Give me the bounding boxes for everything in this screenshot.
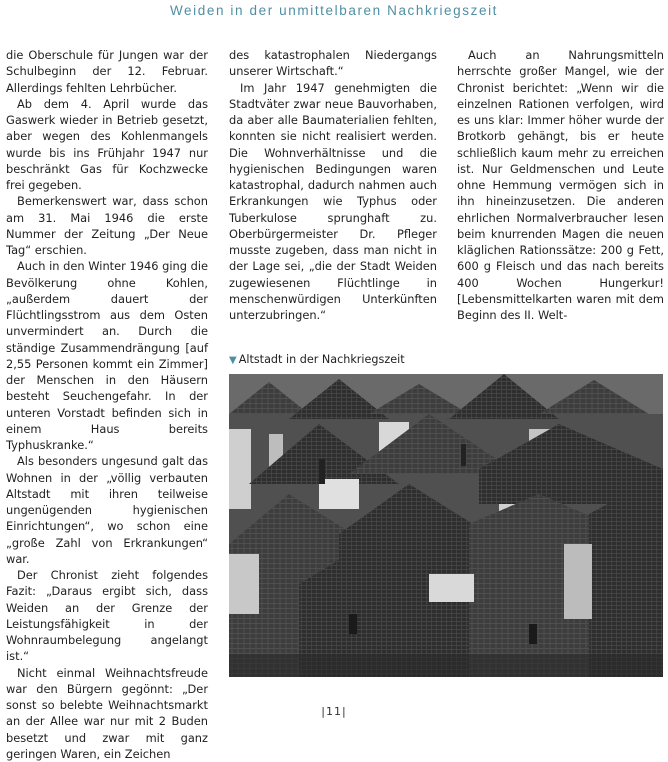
paragraph: Bemerkenswert war, dass schon am 31. Mai 1946 die erste Nummer der Zeitung „Der Neue Tag“ erschien. xyxy=(6,193,208,258)
paragraph: des katastrophalen Niedergangs unserer Wirtschaft.“ xyxy=(229,47,437,80)
paragraph: Als besonders ungesund galt das Wohnen in der „völlig verbauten Altstadt mit ihren teilweise ungenügenden hygienischen Einrichtungen“, wo schon eine „große Zahl von Erkrankungen“ war. xyxy=(6,453,208,567)
text-column-1 xyxy=(6,47,208,762)
paragraph: Auch in den Winter 1946 ging die Bevölkerung ohne Kohlen, „außerdem dauert der Flüchtlingsstrom aus dem Osten unvermindert an. Durch die ständige Zusammendrängung [auf 2,55 Personen kommt ein Zimmer] der Menschen in den Häusern besteht Seuchengefahr. In der unteren Vorstadt befinden sich in einem Haus bereits Typhuskranke.“ xyxy=(6,258,208,453)
paragraph: die Oberschule für Jungen war der Schulbeginn der 12. Februar. Allerdings fehlten Lehrbücher. xyxy=(6,47,208,96)
altstadt-photo xyxy=(229,374,663,677)
paragraph: Ab dem 4. April wurde das Gaswerk wieder in Betrieb gesetzt, aber wegen des Kohlenmangels wurde bis ins Frühjahr 1947 nur beschränkt Gas für Kochzwecke frei gegeben. xyxy=(6,96,208,194)
rooftops-illustration xyxy=(229,374,663,677)
caption-triangle-icon: ▼ xyxy=(229,355,237,366)
paragraph: Der Chronist zieht folgendes Fazit: „Daraus ergibt sich, dass Weiden an der Grenze der Leistungsfähigkeit in der Wohnraumbelegung angelangt ist.“ xyxy=(6,567,208,665)
page-number: |11| xyxy=(0,705,668,718)
figure-caption xyxy=(229,353,405,366)
paragraph: Im Jahr 1947 genehmigten die Stadtväter zwar neue Bauvorhaben, da aber alle Baumaterialien fehlten, konnten sie nicht realisiert werden. Die Wohnverhältnisse und die hygienischen Bedingungen waren katastrophal, dadurch nahmen auch Erkrankungen wie Typhus oder Tuberkulose sprunghaft zu. Oberbürgermeister Dr. Pfleger musste zugeben, dass man nicht in der Lage sei, „die der Stadt Weiden zugewiesenen Flüchtlinge in menschenwürdigen Unterkünften unterzubringen.“ xyxy=(229,80,437,324)
paragraph: Nicht einmal Weihnachtsfreude war den Bürgern gegönnt: „Der sonst so belebte Weihnachtsmarkt an der Allee war nur mit 2 Buden besetzt und zwar mit ganz geringen Waren, ein Zeichen xyxy=(6,665,208,762)
text-column-2 xyxy=(229,47,437,323)
caption-text: Altstadt in der Nachkriegszeit xyxy=(239,353,405,366)
paragraph: Auch an Nahrungsmitteln herrschte großer Mangel, wie der Chronist berichtet: „Wenn wir die einzelnen Rationen verfolgen, wird es uns klar: Immer höher wurde der Brotkorb gehängt, bis er heute schließlich kaum mehr zu erreichen ist. Nur Geldmenschen und Leute ohne Hemmung vermögen sich in ihn hineinzusetzen. Die anderen ehrlichen Normalverbraucher lesen beim knurrenden Magen die neuen kläglichen Rationssätze: 200 g Fett, 600 g Fleisch und das nach bereits 400 Wochen Hungerkur! [Lebensmittelkarten waren mit dem Beginn des II. Welt- xyxy=(457,47,664,323)
text-column-3 xyxy=(457,47,664,323)
running-header: Weiden in der unmittelbaren Nachkriegszeit xyxy=(0,3,668,18)
